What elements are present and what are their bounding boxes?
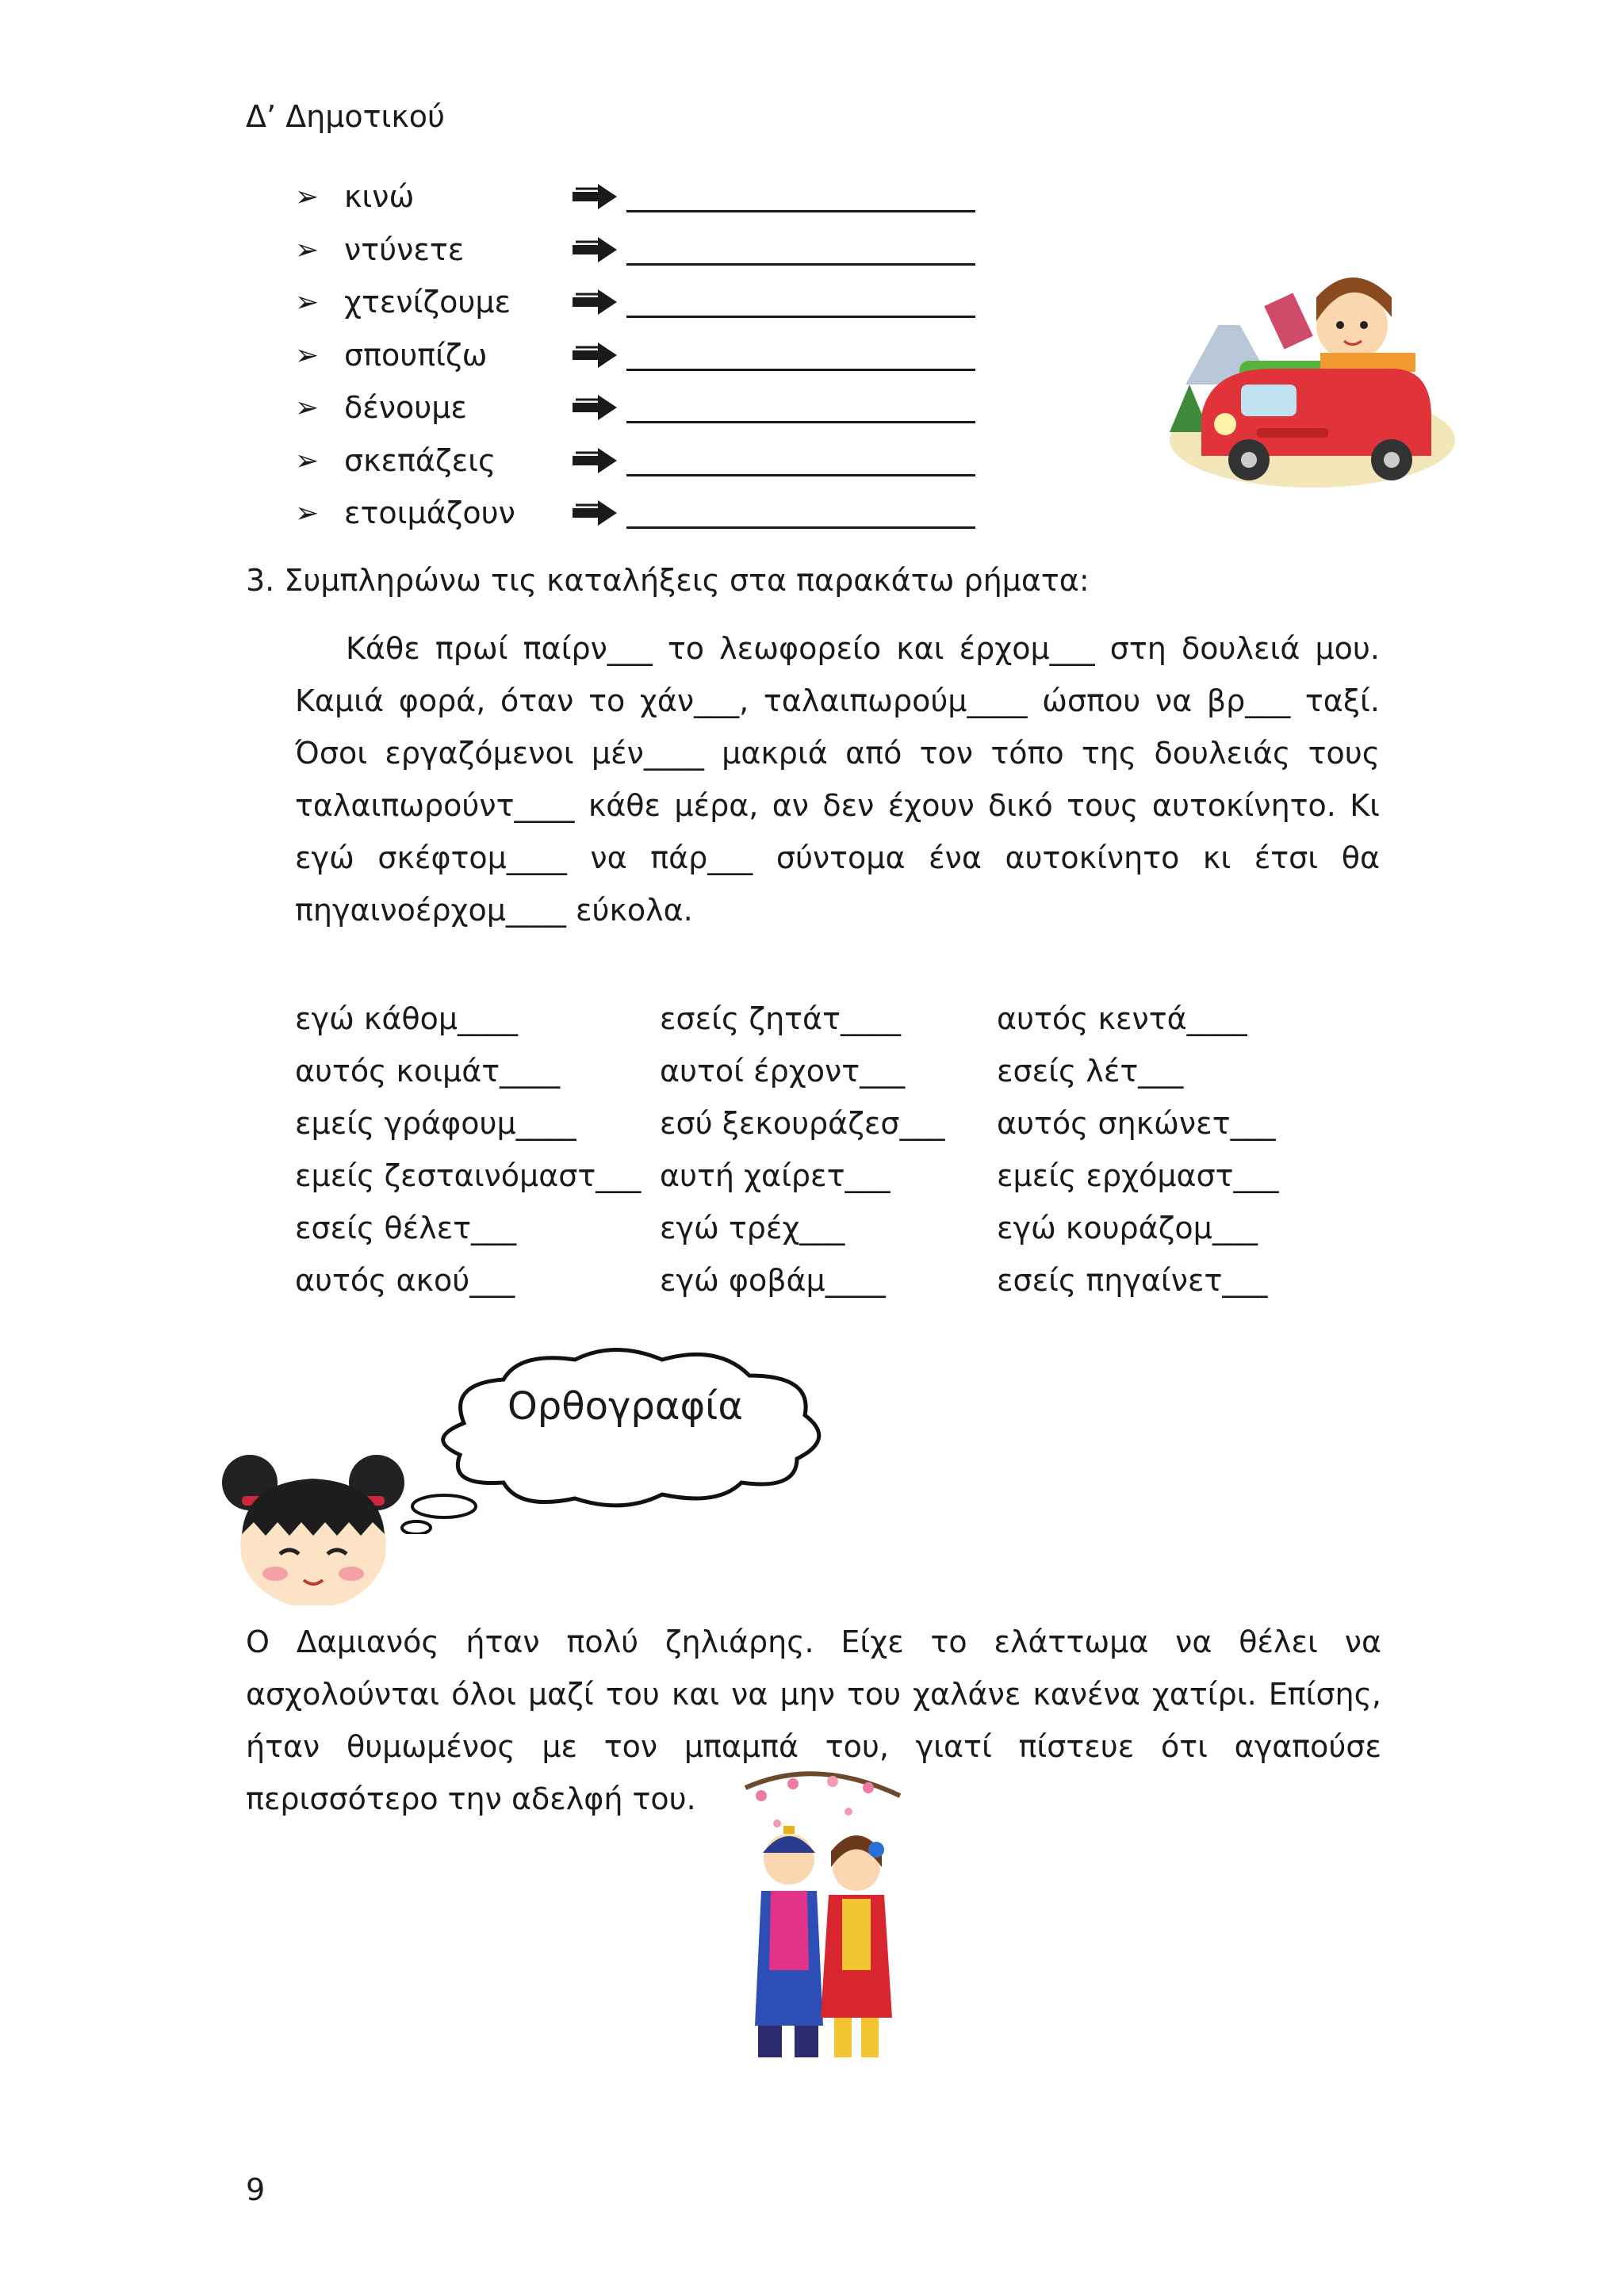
- verb-item: [295, 173, 975, 220]
- verb-ending-item: εσύ ξεκουράζεσ___: [660, 1106, 945, 1141]
- bullet-marker: ➢: [295, 391, 320, 424]
- spelling-story-text: Ο Δαμιανός ήταν πολύ ζηλιάρης. Είχε το ελάττωμα να θέλει να ασχολούνται όλοι μαζί του και να μην του χαλάνε κανένα χατίρι. Επίσης, ήταν θυμωμένος με τον μπαμπά του, γιατί πίστευε ότι αγαπούσε περισσότερο την αδελφή του.: [246, 1624, 1381, 1816]
- verb-ending-item: εγώ φοβάμ____: [660, 1263, 886, 1298]
- bullet-marker: ➢: [295, 496, 320, 530]
- verb-label: σπουπίζω: [344, 338, 488, 373]
- verb-endings-row: [295, 1097, 1326, 1150]
- verb-item: [295, 437, 975, 484]
- fill-in-paragraph: Κάθε πρωί παίρν___ το λεωφορείο και έρχομ___ στη δουλειά μου. Καμιά φορά, όταν το χάν___, ταλαιπωρούμ____ ώσπου να βρ___ ταξί. Όσοι εργαζόμενοι μέν____ μακριά από τον τόπο της δουλειάς τους ταλαιπωρούντ____ κάθε μέρα, αν δεν έχουν δικό τους αυτοκίνητο. Κι εγώ σκέφτομ____ να πάρ___ σύντομα ένα αυτοκίνητο κι έτσι θα πηγαινοέρχομ____ εύκολα.: [295, 631, 1380, 928]
- verb-ending-item: αυτή χαίρετ___: [660, 1158, 891, 1193]
- verb-endings-row: [295, 1202, 1326, 1254]
- verb-endings-row: [295, 993, 1326, 1045]
- bullet-marker: ➢: [295, 233, 320, 266]
- verb-ending-item: εσείς πηγαίνετ___: [997, 1263, 1268, 1298]
- verb-endings-row: [295, 1045, 1326, 1097]
- bullet-marker: ➢: [295, 180, 320, 213]
- verb-ending-item: αυτοί έρχοντ___: [660, 1054, 906, 1089]
- right-arrow-icon: [571, 392, 620, 423]
- bullet-marker: ➢: [295, 339, 320, 372]
- verb-label: χτενίζουμε: [344, 285, 511, 320]
- verb-ending-item: αυτός ακού___: [295, 1263, 515, 1298]
- verb-ending-item: αυτός σηκώνετ___: [997, 1106, 1276, 1141]
- page-number: 9: [246, 2172, 266, 2207]
- answer-blank-line[interactable]: [626, 340, 975, 371]
- girl-in-car-illustration: [1154, 250, 1471, 496]
- verb-ending-item: εμείς ζεσταινόμαστ___: [295, 1158, 642, 1193]
- verb-label: δένουμε: [344, 390, 467, 425]
- right-arrow-icon: [571, 497, 620, 529]
- answer-blank-line[interactable]: [626, 498, 975, 529]
- verb-label: ετοιμάζουν: [344, 496, 515, 530]
- answer-blank-line[interactable]: [626, 446, 975, 476]
- verb-item: [295, 278, 975, 326]
- couple-illustration: [730, 1764, 912, 2089]
- verb-item: [295, 489, 975, 537]
- verb-ending-item: εσείς λέτ___: [997, 1054, 1184, 1089]
- exercise-3-title: 3. Συμπληρώνω τις καταλήξεις στα παρακάτω ρήματα:: [246, 563, 1090, 598]
- right-arrow-icon: [571, 339, 620, 371]
- answer-blank-line[interactable]: [626, 287, 975, 318]
- bullet-marker: ➢: [295, 444, 320, 477]
- girl-face-illustration: [218, 1447, 408, 1605]
- verb-item: [295, 226, 975, 274]
- verb-item: [295, 331, 975, 379]
- verb-label: σκεπάζεις: [344, 443, 496, 478]
- spelling-cloud-label: Ορθογραφία: [508, 1384, 744, 1429]
- right-arrow-icon: [571, 181, 620, 212]
- answer-blank-line[interactable]: [626, 392, 975, 423]
- verb-ending-item: εσείς ζητάτ____: [660, 1001, 901, 1036]
- answer-blank-line[interactable]: [626, 182, 975, 212]
- right-arrow-icon: [571, 286, 620, 318]
- verb-ending-item: εγώ τρέχ___: [660, 1211, 845, 1246]
- verb-item: [295, 384, 975, 431]
- right-arrow-icon: [571, 234, 620, 266]
- verb-ending-item: εμείς ερχόμαστ___: [997, 1158, 1279, 1193]
- grade-header: Δ’ Δημοτικού: [246, 99, 446, 134]
- bullet-marker: ➢: [295, 285, 320, 319]
- answer-blank-line[interactable]: [626, 235, 975, 266]
- verb-ending-item: αυτός κεντά____: [997, 1001, 1247, 1036]
- verb-endings-row: [295, 1150, 1326, 1202]
- verb-ending-item: εσείς θέλετ___: [295, 1211, 517, 1246]
- verb-endings-grid: [295, 993, 1326, 1307]
- verb-ending-item: εγώ κάθομ____: [295, 1001, 519, 1036]
- thought-cloud: [400, 1344, 845, 1534]
- verb-ending-item: εμείς γράφουμ____: [295, 1106, 576, 1141]
- verb-label: κινώ: [344, 179, 415, 214]
- verb-ending-item: εγώ κουράζομ___: [997, 1211, 1258, 1246]
- verb-label: ντύνετε: [344, 232, 465, 267]
- verb-ending-item: αυτός κοιμάτ____: [295, 1054, 561, 1089]
- right-arrow-icon: [571, 445, 620, 476]
- verb-endings-row: [295, 1254, 1326, 1307]
